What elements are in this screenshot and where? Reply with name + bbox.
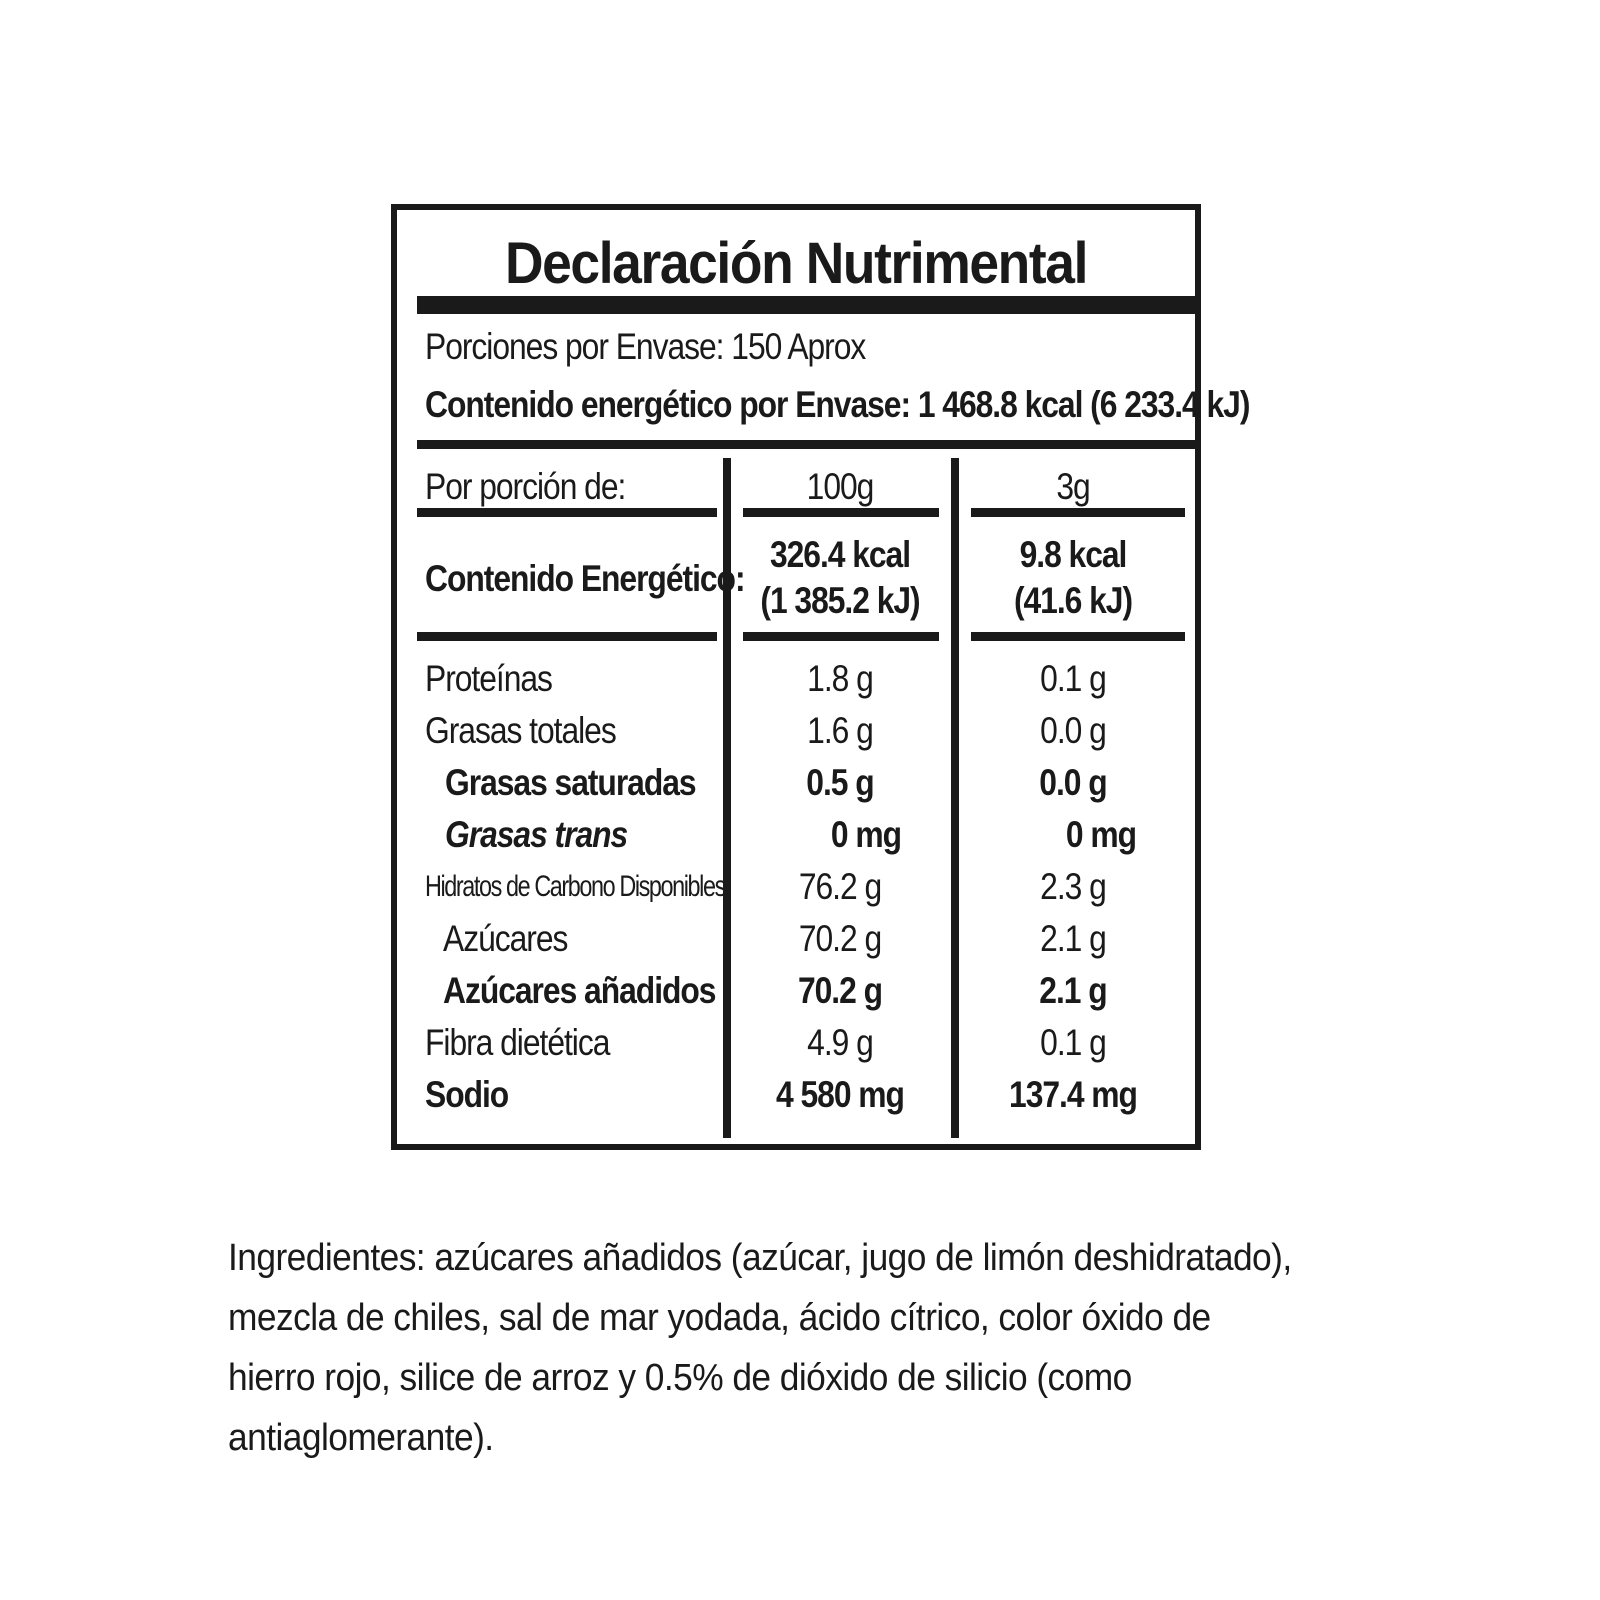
nutrient-value-3g: 0 mg: [1065, 814, 1137, 855]
nutrient-value-100g: 0.5 g: [806, 762, 874, 803]
nutrient-value-3g: 0.1 g: [1040, 1022, 1106, 1063]
nutrient-label: Grasas saturadas: [445, 762, 696, 803]
nutrient-label: Azúcares: [443, 918, 568, 959]
nutrition-facts-box: [391, 204, 1250, 1150]
energy-3g-kj: (41.6 kJ): [1013, 580, 1133, 621]
nutrient-label: Hidratos de Carbono Disponibles: [425, 870, 725, 903]
portion-header-100g: 100g: [806, 466, 874, 507]
nutrient-value-100g: 76.2 g: [798, 866, 882, 907]
servings-per-package: Porciones por Envase: 150 Aprox: [425, 326, 866, 367]
title-divider: [417, 296, 1195, 314]
nutrient-label: Fibra dietética: [425, 1022, 610, 1063]
nutrient-label: Azúcares añadidos: [443, 970, 716, 1011]
portion-header-3g: 3g: [1056, 466, 1090, 507]
portion-divider-left: [417, 508, 717, 517]
nutrient-value-100g: 1.6 g: [807, 710, 873, 751]
energy-100g-kj: (1 385.2 kJ): [760, 580, 920, 621]
energy-divider-right: [971, 632, 1185, 641]
nutrient-label: Grasas trans: [445, 814, 628, 855]
energy-divider-left: [417, 632, 717, 641]
nutrient-value-3g: 0.0 g: [1040, 710, 1106, 751]
portion-divider-mid: [743, 508, 939, 517]
nutrient-value-3g: 0.1 g: [1040, 658, 1106, 699]
nutrient-value-100g: 70.2 g: [798, 918, 882, 959]
portion-header-label: Por porción de:: [425, 466, 626, 507]
nutrient-label: Sodio: [425, 1074, 509, 1115]
nutrient-label: Grasas totales: [425, 710, 616, 751]
nutrient-label: Proteínas: [425, 658, 552, 699]
ingredients-text: Ingredientes: azúcares añadidos (azúcar, jugo de limón deshidratado), mezcla de chiles, sal de mar yodada, ácido cítrico, color óxido de hierro rojo, silice de arroz y 0.5% de dióxido de silicio (como antiaglomerante).: [228, 1237, 1292, 1459]
nutrient-value-3g: 0.0 g: [1039, 762, 1107, 803]
nutrient-value-100g: 4 580 mg: [776, 1074, 904, 1115]
nutrition-title: Declaración Nutrimental: [504, 231, 1088, 296]
nutrient-value-3g: 2.3 g: [1040, 866, 1106, 907]
energy-label: Contenido Energético:: [425, 558, 745, 599]
portion-divider-right: [971, 508, 1185, 517]
energy-per-package: Contenido energético por Envase: 1 468.8 kcal (6 233.4 kJ): [425, 384, 1250, 425]
energy-100g-kcal: 326.4 kcal: [769, 534, 911, 575]
energy-divider-mid: [743, 632, 939, 641]
nutrient-value-100g: 0 mg: [830, 814, 902, 855]
nutrient-value-3g: 2.1 g: [1040, 918, 1106, 959]
column-divider-2: [951, 458, 959, 1138]
header-divider: [417, 440, 1195, 449]
nutrient-value-3g: 137.4 mg: [1009, 1074, 1137, 1115]
nutrient-value-100g: 4.9 g: [807, 1022, 873, 1063]
energy-3g-kcal: 9.8 kcal: [1019, 534, 1127, 575]
nutrient-value-100g: 70.2 g: [797, 970, 883, 1011]
nutrient-value-3g: 2.1 g: [1039, 970, 1107, 1011]
nutrient-value-100g: 1.8 g: [807, 658, 873, 699]
